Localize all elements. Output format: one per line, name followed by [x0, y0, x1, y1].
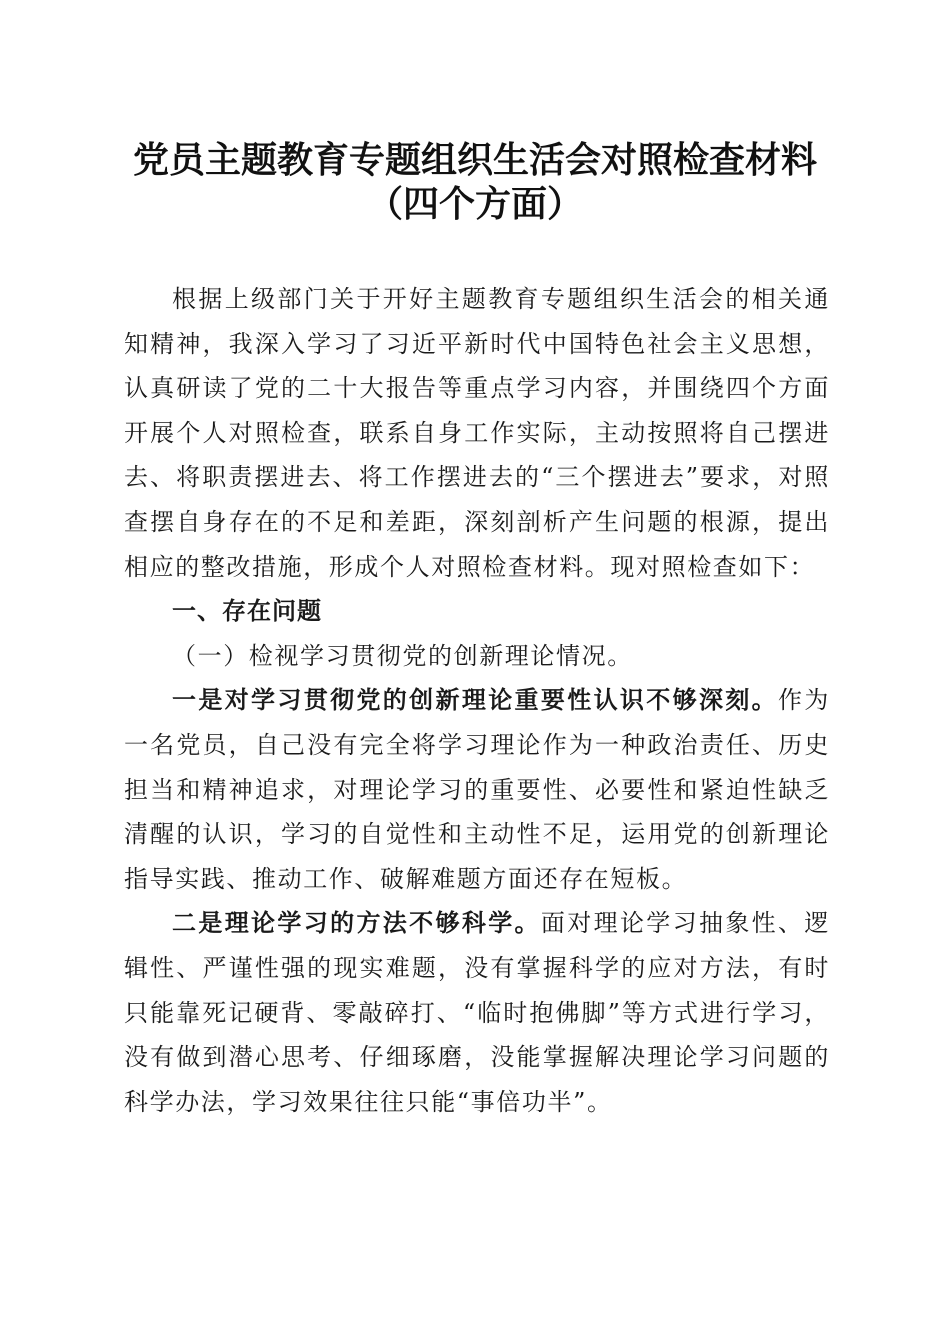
- section-heading: 一、存在问题: [172, 597, 322, 626]
- point-body: 作为一名党员，自己没有完全将学习理论作为一种政治责任、历史担当和精神追求，对理论学习的重要性、必要性和紧迫性缺乏清醒的认识，学习的自觉性和主动性不足，运用党的创新理论指导实践、推动工作、破解难题方面还存在短板。: [124, 686, 830, 893]
- point-lead: 二是理论学习的方法不够科学。: [172, 908, 541, 938]
- point-lead: 一是对学习贯彻党的创新理论重要性认识不够深刻。: [172, 685, 779, 715]
- point-paragraph: [124, 678, 830, 901]
- document-body: [124, 277, 830, 1124]
- intro-paragraph: 根据上级部门关于开好主题教育专题组织生活会的相关通知精神，我深入学习了习近平新时代中国特色社会主义思想，认真研读了党的二十大报告等重点学习内容，并围绕四个方面开展个人对照检查，联系自身工作实际，主动按照将自己摆进去、将职责摆进去、将工作摆进去的“三个摆进去”要求，对照查摆自身存在的不足和差距，深刻剖析产生问题的根源，提出相应的整改措施，形成个人对照检查材料。现对照检查如下：: [124, 285, 830, 581]
- point-body: 面对理论学习抽象性、逻辑性、严谨性强的现实难题，没有掌握科学的应对方法，有时只能靠死记硬背、零敲碎打、“临时抱佛脚”等方式进行学习，没有做到潜心思考、仔细琢磨，没能掌握解决理论学习问题的科学办法，学习效果往往只能“事倍功半”。: [124, 909, 830, 1116]
- document-subtitle: （四个方面）: [366, 183, 583, 225]
- document-title: 党员主题教育专题组织生活会对照检查材料: [132, 139, 817, 181]
- point-paragraph: [124, 901, 830, 1124]
- subsection-heading: （一）检视学习贯彻党的创新理论情况。: [172, 641, 633, 670]
